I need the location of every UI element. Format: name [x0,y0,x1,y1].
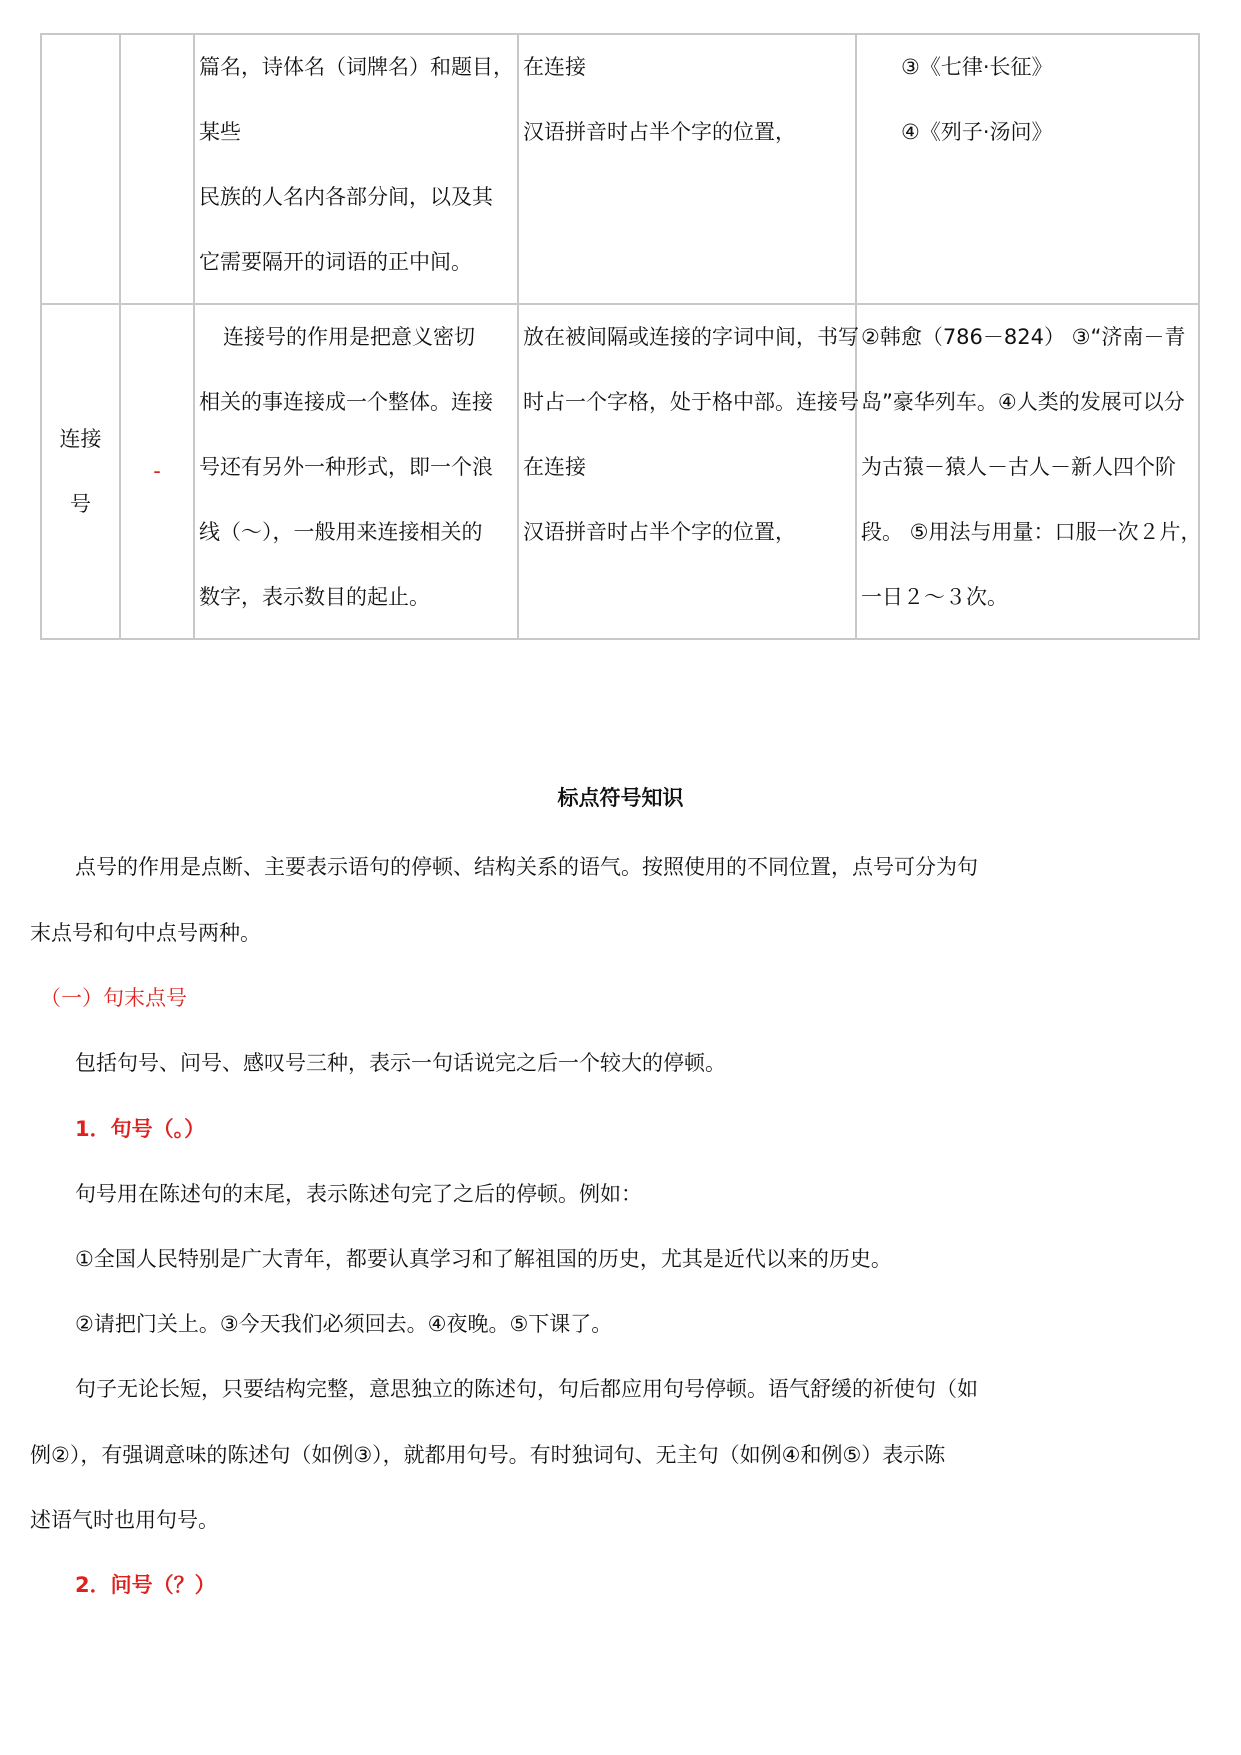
subheading-question-mark: 2．问号（？） [75,1573,216,1597]
cell-line: 在连接 [523,55,586,79]
table-row [41,34,1199,304]
cell-line: 连接号的作用是把意义密切 [223,325,475,349]
table-cell [120,304,194,639]
paragraph-line: 述语气时也用句号。 [30,1508,219,1532]
cell-line: 数字，表示数目的起止。 [199,585,430,609]
table-cell [518,34,856,304]
table-cell [194,304,518,639]
cell-line: 线（～），一般用来连接相关的 [199,520,483,544]
paragraph: 句号用在陈述句的末尾，表示陈述句完了之后的停顿。例如： [75,1182,642,1206]
cell-line: ④《列子·汤问》 [901,120,1053,144]
cell-line: 民族的人名内各部分间，以及其 [199,185,493,209]
cell-line: 为古猿－猿人－古人－新人四个阶 [861,455,1176,479]
table-cell [120,34,194,304]
punctuation-table [40,33,1200,640]
subheading-period: 1．句号（。） [75,1117,206,1141]
table-cell [856,34,1199,304]
intro-line: 点号的作用是点断、主要表示语句的停顿、结构关系的语气。按照使用的不同位置，点号可分为句 [75,855,978,879]
cell-line: 段。 ⑤用法与用量：口服一次２片， [861,520,1202,544]
cell-line: ③《七律·长征》 [901,55,1053,79]
cell-line: 汉语拼音时占半个字的位置， [523,120,796,144]
cell-line: 相关的事连接成一个整体。连接 [199,390,493,414]
cell-line: 岛”豪华列车。④人类的发展可以分 [861,390,1185,414]
cell-line: 号还有另外一种形式，即一个浪 [199,455,493,479]
table-cell [41,34,120,304]
section-title: 标点符号知识 [557,786,684,810]
cell-line: 篇名，诗体名（词牌名）和题目， [199,55,514,79]
paragraph: 包括句号、问号、感叹号三种，表示一句话说完之后一个较大的停顿。 [75,1051,726,1075]
cell-line: 在连接 [523,455,586,479]
cell-line: ②韩愈（786－824） ③“济南－青 [861,325,1186,349]
table-cell [194,34,518,304]
table-row [41,304,1199,639]
table-cell [518,304,859,639]
table-cell [856,304,1202,639]
cell-line: 汉语拼音时占半个字的位置， [523,520,796,544]
row-name-line: 号 [70,491,91,516]
symbol-label: - [153,459,161,483]
paragraph-line: 句子无论长短，只要结构完整，意思独立的陈述句，句后都应用句号停顿。语气舒缓的祈使句（如 [75,1377,978,1401]
cell-line: 某些 [199,120,241,144]
cell-line: 时占一个字格，处于格中部。连接号 [523,390,859,414]
paragraph-line: 例②），有强调意味的陈述句（如例③），就都用句号。有时独词句、无主句（如例④和例⑤）表示陈 [30,1443,946,1467]
intro-line: 末点号和句中点号两种。 [30,921,261,945]
table-cell [41,304,120,639]
heading-sentence-end-marks: （一）句末点号 [40,986,187,1010]
example-line: ①全国人民特别是广大青年，都要认真学习和了解祖国的历史，尤其是近代以来的历史。 [75,1247,892,1271]
row-name-line: 连接 [59,426,102,451]
example-line: ②请把门关上。③今天我们必须回去。④夜晚。⑤下课了。 [75,1312,613,1336]
cell-line: 一日２～３次。 [861,585,1008,609]
cell-line: 放在被间隔或连接的字词中间，书写 [523,325,859,349]
cell-line: 它需要隔开的词语的正中间。 [199,250,472,274]
